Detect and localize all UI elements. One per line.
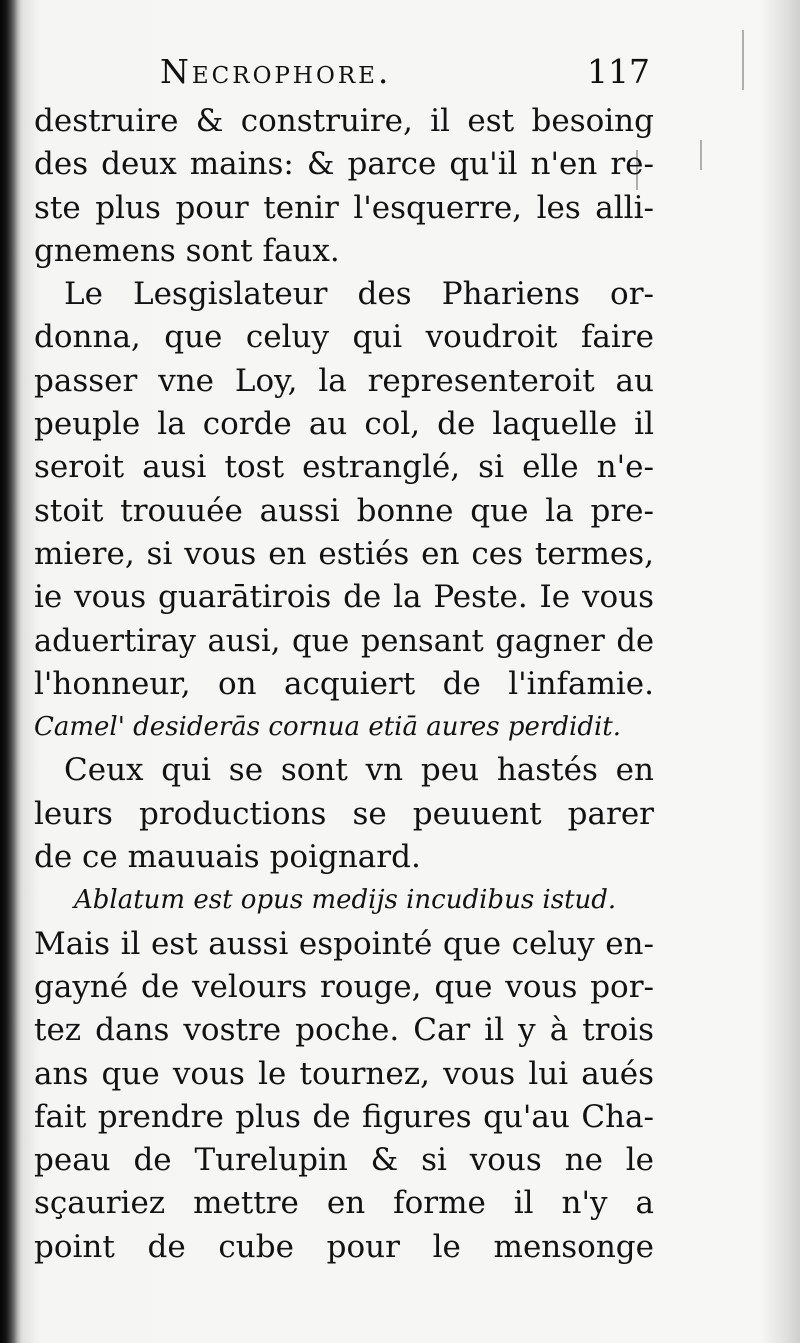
- text-line: ie vous guarātirois de la Peste. Ie vous: [34, 579, 654, 616]
- text-line: leurs productions se peuuent parer: [34, 795, 654, 832]
- text-line: miere, si vous en estiés en ces termes,: [34, 535, 654, 572]
- text-line: fait prendre plus de figures qu'au Cha-: [34, 1098, 654, 1135]
- text-line: des deux mains: & parce qu'il n'en re-: [34, 146, 654, 183]
- body-text: [34, 100, 654, 1269]
- page-number: 117: [587, 52, 650, 91]
- text-line: passer vne Loy, la representeroit au: [34, 362, 654, 399]
- text-line: de ce mauuais poignard.: [34, 839, 421, 876]
- text-line: point de cube pour le mensonge: [34, 1228, 654, 1265]
- running-title: Necrophore.: [160, 52, 392, 91]
- text-line: ans que vous le tournez, vous lui aués: [34, 1055, 654, 1092]
- text-line: stoit trouuée aussi bonne que la pre-: [34, 492, 654, 529]
- text-line: gayné de velours rouge, que vous por-: [34, 968, 654, 1005]
- bleed-mark: [700, 140, 702, 170]
- text-line: gnemens sont faux.: [34, 232, 340, 269]
- text-line: tez dans vostre poche. Car il y à trois: [34, 1012, 654, 1049]
- text-line: aduertiray ausi, que pensant gagner de: [34, 623, 654, 659]
- bleed-mark: [742, 30, 744, 90]
- text-line: Ceux qui se sont vn peu hastés en: [64, 752, 654, 789]
- gutter-shadow: [0, 0, 22, 1343]
- text-line: ste plus pour tenir l'esquerre, les alli-: [34, 189, 654, 226]
- text-line: seroit ausi tost estranglé, si elle n'e-: [34, 449, 654, 486]
- text-line: peau de Turelupin & si vous ne le: [34, 1142, 654, 1179]
- text-line: Le Lesgislateur des Phariens or-: [64, 276, 654, 313]
- text-line: Ablatum est opus medijs incudibus istud.: [74, 885, 617, 916]
- text-line: donna, que celuy qui voudroit faire: [34, 319, 654, 356]
- text-line: sçauriez mettre en forme il n'y a: [34, 1185, 654, 1222]
- text-line: l'honneur, on acquiert de l'infamie.: [34, 665, 654, 702]
- text-line: Camel' desiderās cornua etiā aures perdidit.: [34, 712, 621, 743]
- text-line: peuple la corde au col, de laquelle il: [34, 406, 654, 443]
- text-line: Mais il est aussi espointé que celuy en-: [34, 925, 654, 962]
- text-line: destruire & construire, il est besoing: [34, 103, 654, 139]
- page-header: [160, 52, 660, 98]
